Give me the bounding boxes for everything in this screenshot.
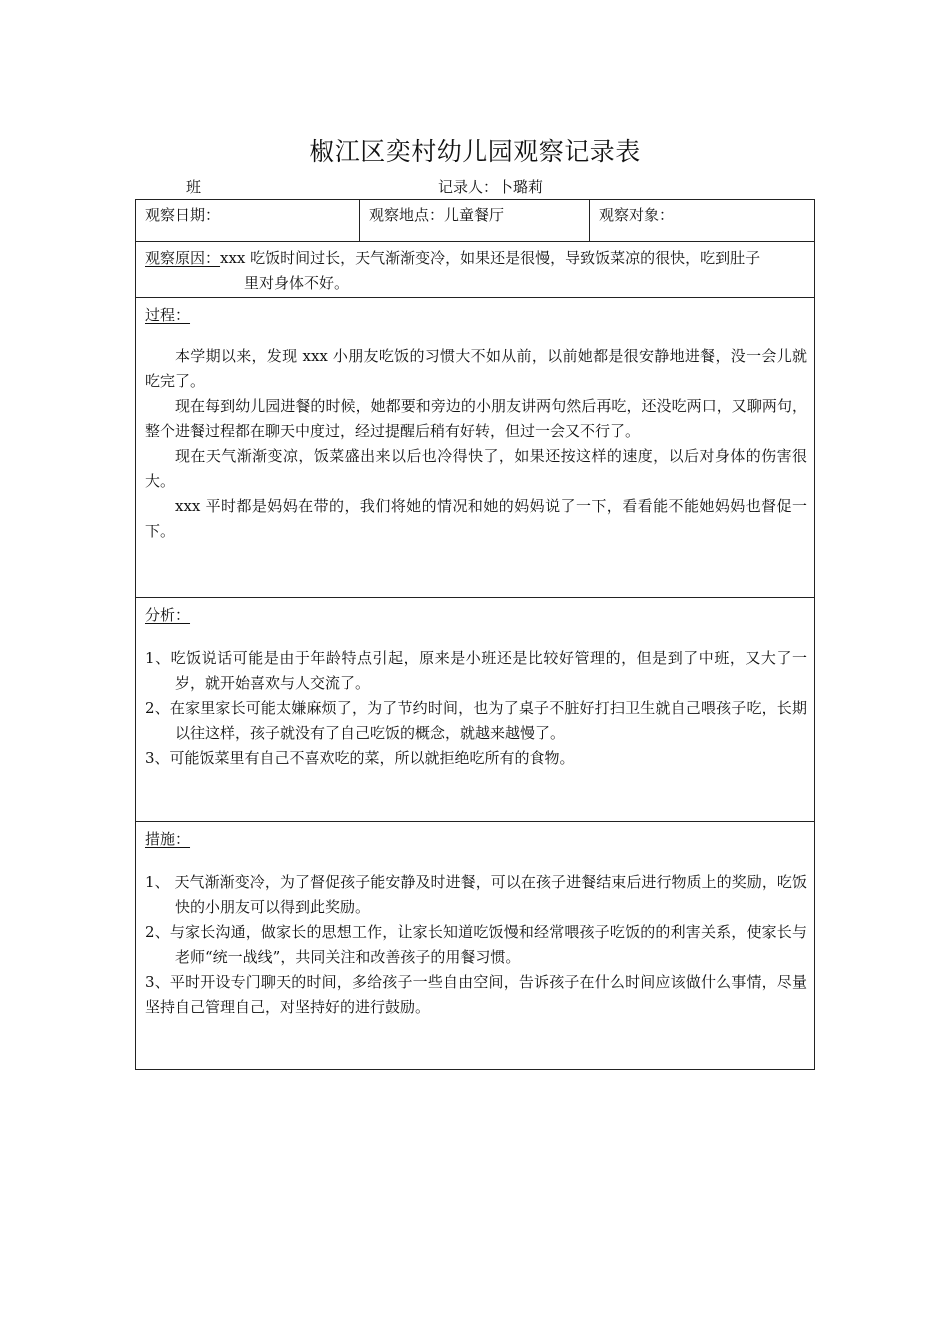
info-row [136,200,814,242]
process-paragraph: 本学期以来，发现 xxx 小朋友吃饭的习惯大不如从前，以前她都是很安静地进餐，没一会儿就吃完了。 [145,347,807,390]
reason-line-1: xxx 吃饭时间过长，天气渐渐变冷，如果还是很慢，导致饭菜凉的很快，吃到肚子 [220,249,761,267]
analysis-section [136,598,814,822]
observation-subject-cell: 观察对象： [599,206,675,224]
reason-label: 观察原因： [145,249,221,267]
process-paragraph: xxx 平时都是妈妈在带的，我们将她的情况和她的妈妈说了一下，看看能不能她妈妈也督促一下。 [145,497,807,540]
observation-location-cell: 观察地点：儿童餐厅 [360,200,590,241]
reason-text [145,246,807,296]
observation-table [135,199,815,1070]
measures-item: 2、与家长沟通，做家长的思想工作，让家长知道吃饭慢和经常喂孩子吃饭的的利害关系，使家长与老师“统一战线”，共同关注和改善孩子的用餐习惯。 [145,923,807,966]
reason-row [136,242,814,298]
analysis-item: 1、吃饭说话可能是由于年龄特点引起，原来是小班还是比较好管理的，但是到了中班，又大了一岁，就开始喜欢与人交流了。 [145,649,807,692]
analysis-item: 3、可能饭菜里有自己不喜欢吃的菜，所以就拒绝吃所有的食物。 [145,749,575,767]
observation-date-cell: 观察日期： [136,200,360,241]
class-label: 班 [186,178,202,196]
process-paragraph: 现在每到幼儿园进餐的时候，她都要和旁边的小朋友讲两句然后再吃，还没吃两口，又聊两句，整个进餐过程都在聊天中度过，经过提醒后稍有好转，但过一会又不行了。 [145,397,807,440]
analysis-label: 分析： [145,606,191,624]
document-title: 椒江区奕村幼儿园观察记录表 [309,137,641,166]
process-body [145,344,807,544]
measures-item: 3、平时开设专门聊天的时间，多给孩子一些自由空间，告诉孩子在什么时间应该做什么事情，尽量坚持自己管理自己，对坚持好的进行鼓励。 [145,973,807,1016]
measures-item: 1、 天气渐渐变冷，为了督促孩子能安静及时进餐，可以在孩子进餐结束后进行物质上的奖励，吃饭快的小朋友可以得到此奖励。 [145,873,807,916]
analysis-item: 2、在家里家长可能太嫌麻烦了，为了节约时间，也为了桌子不脏好打扫卫生就自己喂孩子吃，长期以往这样，孩子就没有了自己吃饭的概念，就越来越慢了。 [145,699,807,742]
process-label: 过程： [145,306,191,324]
recorder-label: 记录人：卜璐莉 [438,178,544,196]
measures-section [136,822,814,1069]
measures-label: 措施： [145,830,191,848]
measures-body [145,870,807,1020]
analysis-body [145,646,807,771]
reason-line-2: 里对身体不好。 [244,274,350,292]
process-section [136,298,814,598]
process-paragraph: 现在天气渐渐变凉，饭菜盛出来以后也冷得快了，如果还按这样的速度，以后对身体的伤害很大。 [145,447,807,490]
